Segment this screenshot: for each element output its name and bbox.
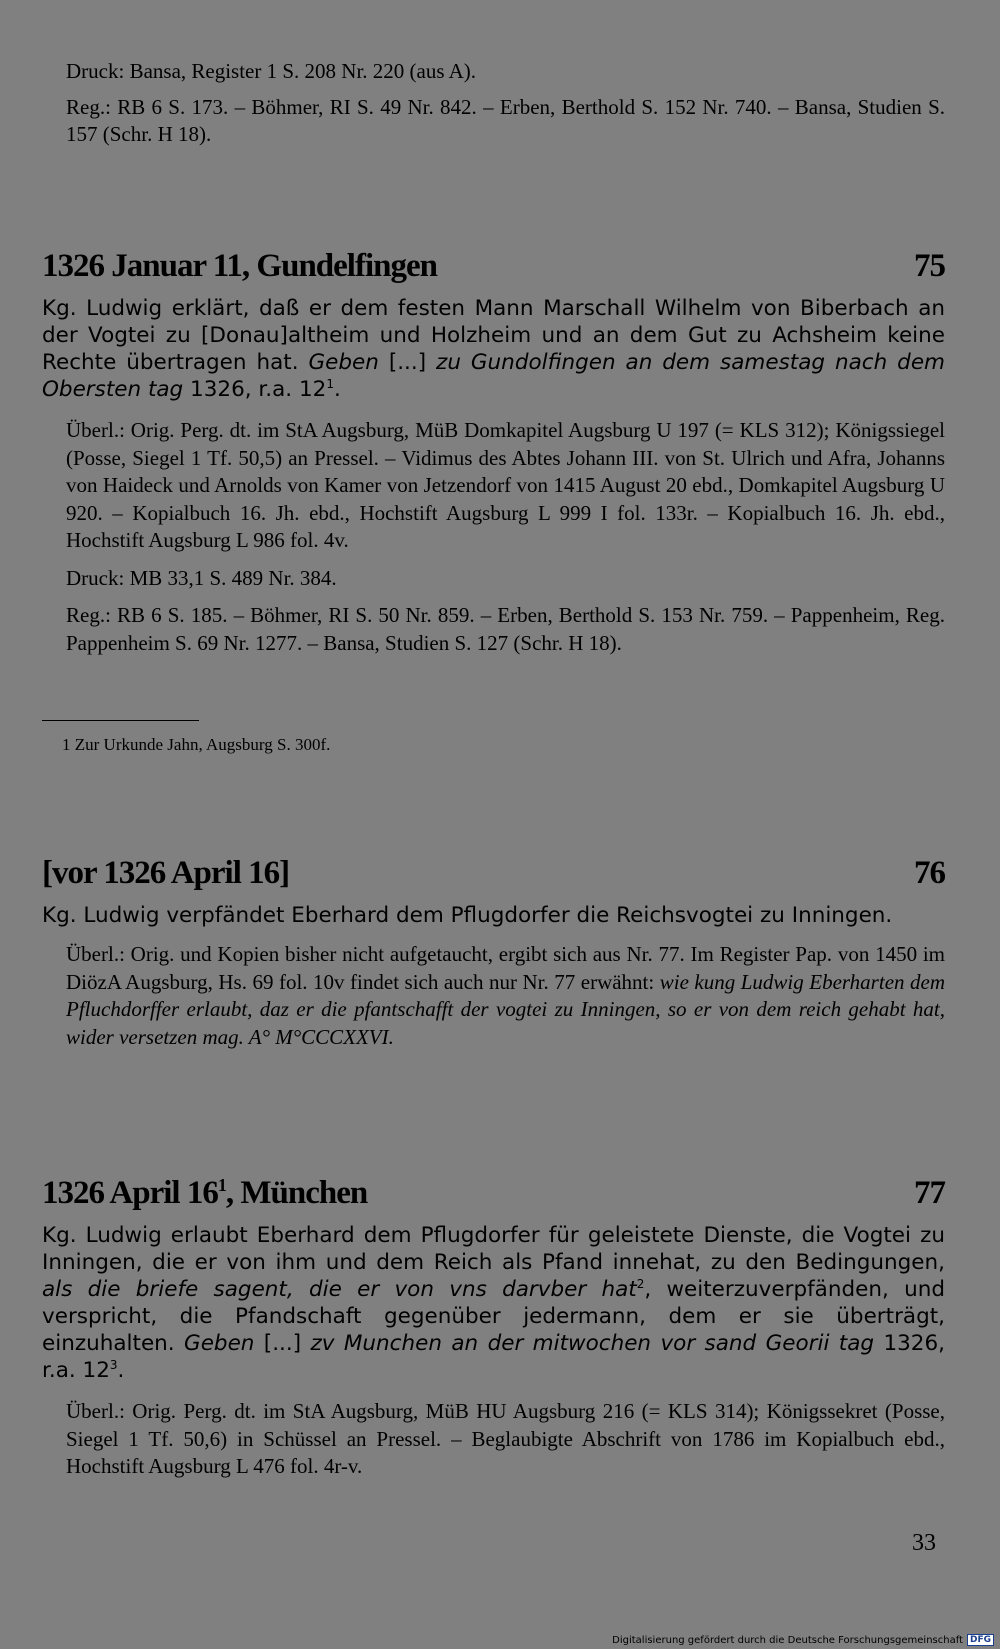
ueberlieferung: Überl.: Orig. und Kopien bisher nicht aufgetaucht, ergibt sich aus Nr. 77. Im Register Pap. von 1450 im DiözA Augsburg, Hs. 69 fol. 10v findet sich auch nur Nr. 77 erwähnt: wie kung Ludwig Eberharten dem Pfluchdorffer erlaubt, daz er die pfantschafft der vogtei zu Inningen, so er von dem reich gehabt hat, wider versetzen mag. A° M°CCCXXVI. [66,942,946,1049]
entry-number: 77 [914,1175,945,1211]
druck-line: Druck: MB 33,1 S. 489 Nr. 384. [66,565,337,590]
dfg-credit [612,1634,994,1646]
footnote-rule [42,720,199,721]
entry-heading [42,855,945,892]
footnote [62,735,965,755]
ueberlieferung: Überl.: Orig. Perg. dt. im StA Augsburg, MüB HU Augsburg 216 (= KLS 314); Königssekret (Posse, Siegel 1 Tf. 50,6) in Schüssel an Pressel. – Beglaubigte Abschrift von 1786 im Kopialbuch ebd., Hochstift Augsburg L 476 fol. 4r-v. [66,1399,945,1478]
previous-entry-tail [42,58,945,149]
entry-summary: Kg. Ludwig verpfändet Eberhard dem Pflugdorfer die Reichsvogtei zu Inningen. [42,903,893,928]
entry-76 [42,855,945,1051]
reg-line: Reg.: RB 6 S. 185. – Böhmer, RI S. 50 Nr. 859. – Erben, Berthold S. 153 Nr. 759. – Pappenheim, Reg. Pappenheim S. 69 Nr. 1277. – Bansa, Studien S. 127 (Schr. H 18). [66,603,945,655]
ueberlieferung: Überl.: Orig. Perg. dt. im StA Augsburg, MüB Domkapitel Augsburg U 197 (= KLS 312); Königssiegel (Posse, Siegel 1 Tf. 50,5) an Pressel. – Vidimus des Abtes Johann III. von St. Ulrich und Afra, Johanns von Haideck und Arnolds von Kamer von Jetzendorf von 1415 August 20 ebd., Domkapitel Augsburg U 920. – Kopialbuch 16. Jh. ebd., Hochstift Augsburg L 999 I fol. 133r. – Kopialbuch 16. Jh. ebd., Hochstift Augsburg L 986 fol. 4v. [66,418,945,552]
entry-heading [42,248,945,285]
entry-summary: Kg. Ludwig erklärt, daß er dem festen Mann Marschall Wilhelm von Biberbach an der Vogtei zu [Donau]altheim und Holzheim und an dem Gut zu Achsheim keine Rechte übertragen hat. Geben [...] zu Gundolfingen an dem samestag nach dem Obersten tag 1326, r.a. $12^1$. [42,296,945,402]
entry-date: 1326 April $16^1$, München [42,1175,368,1211]
entry-75 [42,248,945,657]
footnote-text: 1 Zur Urkunde Jahn, Augsburg S. 300f. [62,735,331,754]
entry-date: 1326 Januar 11, Gundelfingen [42,248,437,284]
dfg-logo: DFG [967,1634,994,1646]
page-number: 33 [912,1530,936,1556]
entry-heading [42,1175,945,1212]
entry-date: [vor 1326 April 16] [42,855,290,891]
druck-line: Druck: Bansa, Register 1 S. 208 Nr. 220 (aus A). [66,59,477,83]
entry-summary: Kg. Ludwig erlaubt Eberhard dem Pflugdorfer für geleistete Dienste, die Vogtei zu Inningen, die er von ihm und dem Reich als Pfand innehat, zu den Bedingungen, als die briefe sagent, die er von vns darvber hat$^2$, weiterzuverpfänden, und verspricht, die Pfandschaft gegenüber jedermann, dem er sie überträgt, einzuhalten. Geben [...] zv Munchen an der mitwochen vor sand Georii tag 1326, r.a. $12^3$. [42,1223,946,1383]
reg-line: Reg.: RB 6 S. 173. – Böhmer, RI S. 49 Nr. 842. – Erben, Berthold S. 152 Nr. 740. – Bansa, Studien S. 157 (Schr. H 18). [66,94,945,146]
dfg-credit-text: Digitalisierung gefördert durch die Deutsche Forschungsgemeinschaft [612,1634,963,1646]
entry-number: 76 [914,855,945,891]
entry-number: 75 [914,248,945,284]
entry-77 [42,1175,945,1481]
